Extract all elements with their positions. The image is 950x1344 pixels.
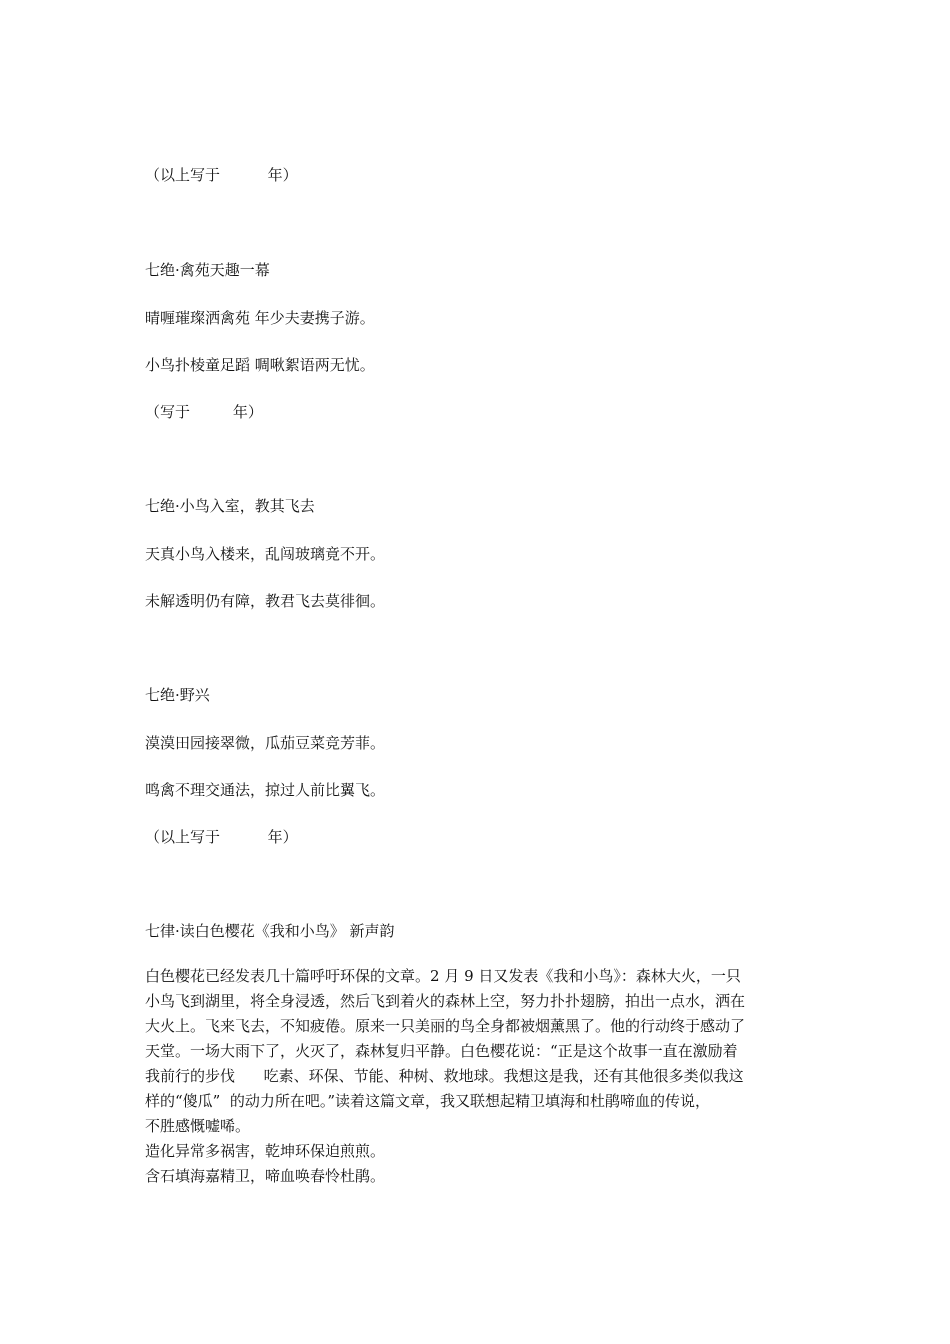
poem-note: （以上写于 年）	[145, 828, 298, 846]
preface-line: 小鸟飞到湖里，将全身浸透，然后飞到着火的森林上空，努力扑扑翅膀，拍出一点水，洒在	[145, 992, 746, 1010]
preface-line: 大火上。飞来飞去，不知疲倦。原来一只美丽的鸟全身都被烟薰黑了。他的行动终于感动了	[145, 1017, 746, 1035]
poem-title: 七绝·小鸟入室，教其飞去	[145, 497, 315, 515]
poem-line: 含石填海嘉精卫，啼血唤春怜杜鹃。	[145, 1167, 386, 1185]
poem-line: 晴喱璀璨洒禽苑 年少夫妻携子游。	[145, 309, 375, 327]
poem-line: 天真小鸟入楼来，乱闯玻璃竟不开。	[145, 545, 386, 563]
poem-title: 七绝·禽苑天趣一幕	[145, 261, 270, 279]
poem-note: （写于 年）	[145, 403, 263, 421]
poem-line: 未解透明仍有障，教君飞去莫徘徊。	[145, 592, 386, 610]
poem-line: 漠漠田园接翠微，瓜茄豆菜竞芳菲。	[145, 734, 386, 752]
preface-line: 我前行的步伐 吃素、环保、节能、种树、救地球。我想这是我，还有其他很多类似我这	[145, 1067, 744, 1085]
poem-line: 鸣禽不理交通法，掠过人前比翼飞。	[145, 781, 386, 799]
preface-line: 白色樱花已经发表几十篇呼吁环保的文章。2 月 9 日又发表《我和小鸟》：森林大火，一只	[145, 967, 741, 985]
poem-preface	[145, 964, 813, 1189]
poem-title: 七律·读白色樱花《我和小鸟》 新声韵	[145, 922, 395, 940]
preface-line: 不胜感慨嘘唏。	[145, 1117, 251, 1135]
poem-line: 造化异常多祸害，乾坤环保迫煎煎。	[145, 1142, 386, 1160]
poem-line: 小鸟扑棱童足蹈 啁啾絮语两无忧。	[145, 356, 375, 374]
section-note: （以上写于 年）	[145, 166, 298, 184]
poem-title: 七绝·野兴	[145, 686, 210, 704]
preface-line: 样的“傻瓜” 的动力所在吧。”读着这篇文章，我又联想起精卫填海和杜鹃啼血的传说，	[145, 1092, 711, 1110]
preface-line: 天堂。一场大雨下了，火灭了，森林复归平静。白色樱花说：“正是这个故事一直在激励着	[145, 1042, 738, 1060]
